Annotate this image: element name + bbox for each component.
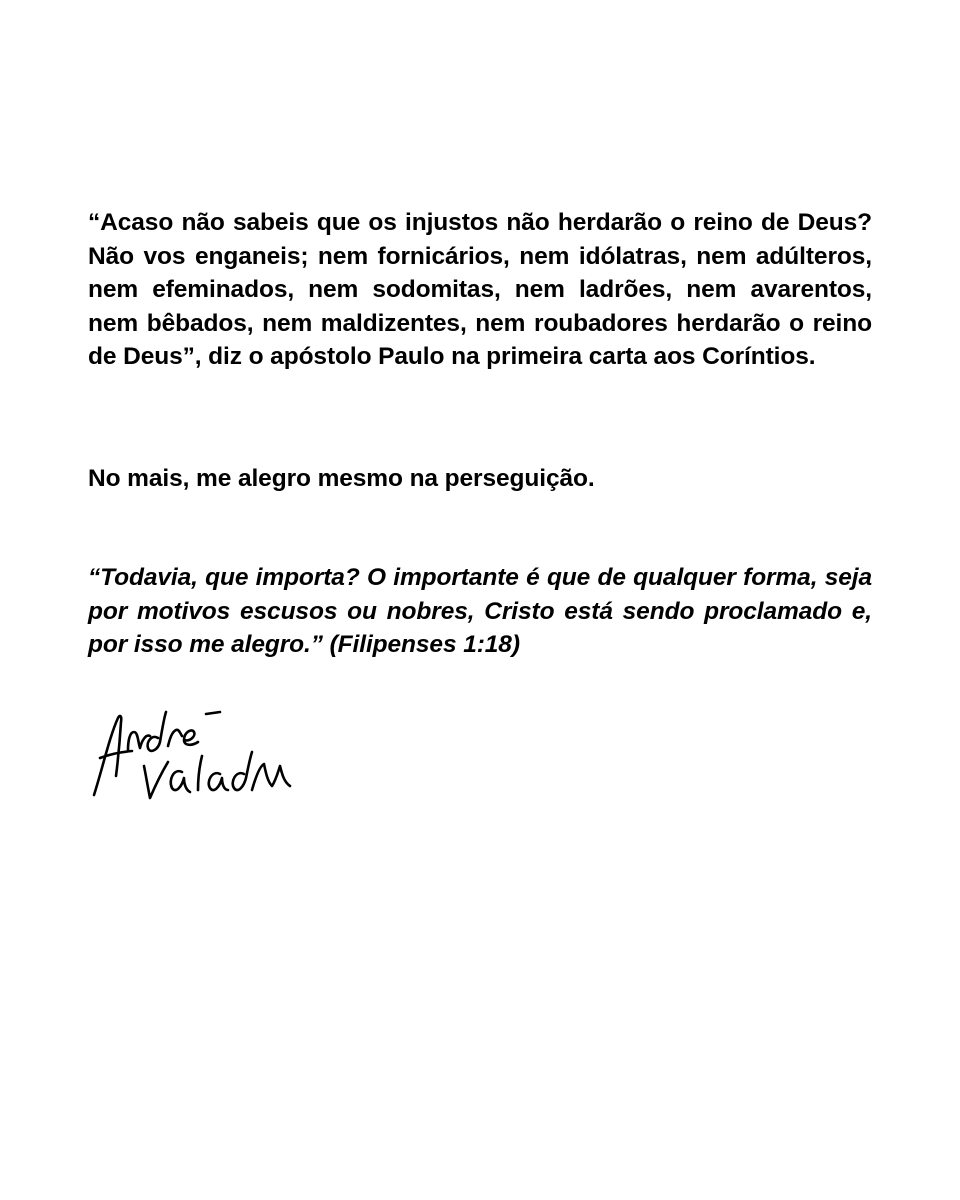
quote-paragraph-philippians: “Todavia, que importa? O importante é que de qualquer forma, seja por motivos escusos ou nobres, Cristo está sendo proclamado e, por isso me alegro.” (Filipenses 1:18) — [88, 564, 872, 658]
statement-paragraph: No mais, me alegro mesmo na perseguição. — [88, 465, 595, 492]
quote-paragraph-corinthians: “Acaso não sabeis que os injustos não herdarão o reino de Deus? Não vos enganeis; nem fornicários, nem idólatras, nem adúlteros, nem efeminados, nem sodomitas, nem ladrões, nem avarentos, nem bêbados, nem maldizentes, nem roubadores herdarão o reino de Deus”, diz o apóstolo Paulo na primeira carta aos Coríntios. — [88, 209, 872, 370]
handwritten-signature — [80, 690, 300, 810]
